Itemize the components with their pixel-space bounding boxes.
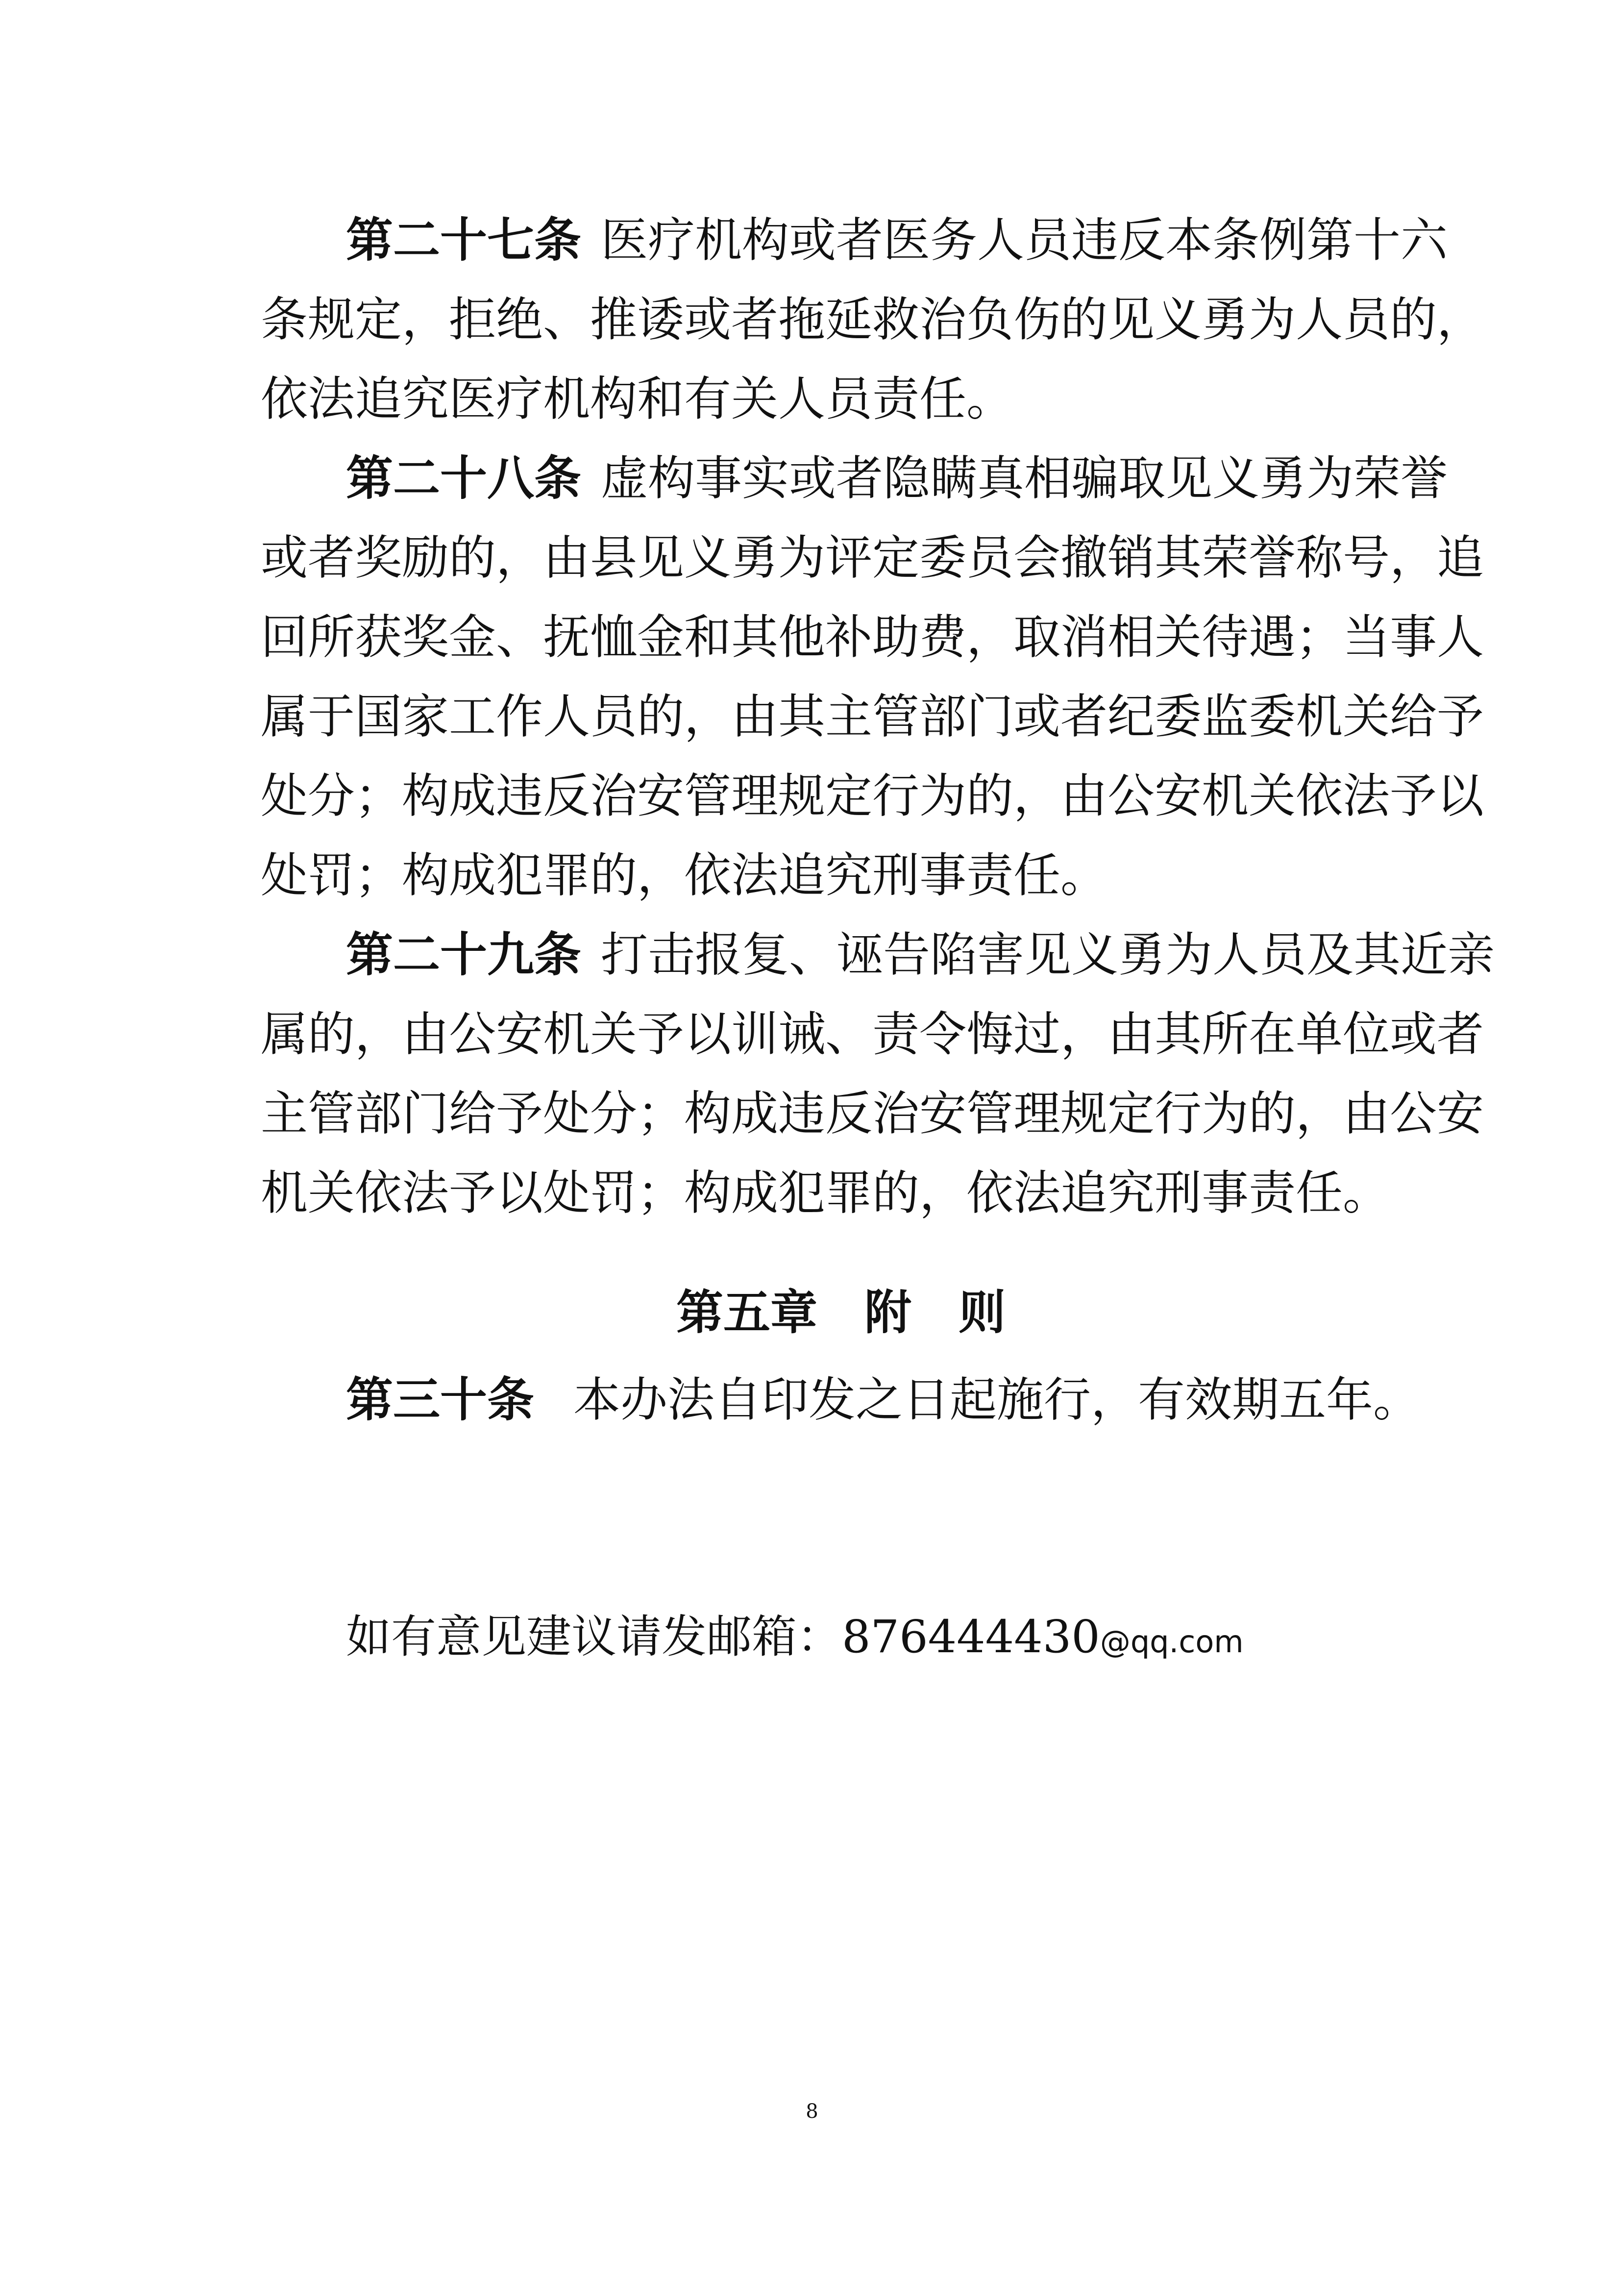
article-28-line-4: 属于国家工作人员的，由其主管部门或者纪委监委机关给予 <box>261 689 1484 744</box>
article-27-line-3: 依法追究医疗机构和有关人员责任。 <box>261 372 1013 426</box>
article-29-text-1: 打击报复、诬告陷害见义勇为人员及其近亲 <box>601 927 1495 982</box>
article-27-line-1 <box>346 211 1448 270</box>
article-29-line-4: 机关依法予以处罚；构成犯罪的，依法追究刑事责任。 <box>261 1166 1390 1220</box>
article-29-title: 第二十九条 <box>346 927 581 982</box>
email-number: 876444430 <box>842 1611 1100 1663</box>
article-29-line-3: 主管部门给予处分；构成违反治安管理规定行为的，由公安 <box>261 1086 1484 1141</box>
chapter-heading: 第五章 附 则 <box>676 1285 1006 1340</box>
article-30-line <box>346 1370 1420 1429</box>
article-28-text-1: 虚构事实或者隐瞒真相骗取见义勇为荣誉 <box>601 451 1448 506</box>
article-28-line-6: 处罚；构成犯罪的，依法追究刑事责任。 <box>261 848 1107 903</box>
contact-label: 如有意见建议请发邮箱： <box>346 1611 842 1663</box>
page-number: 8 <box>806 2100 818 2123</box>
article-28-line-2: 或者奖励的，由县见义勇为评定委员会撤销其荣誉称号，追 <box>261 530 1484 585</box>
article-28-line-5: 处分；构成违反治安管理规定行为的，由公安机关依法予以 <box>261 769 1484 823</box>
article-28-line-1 <box>346 449 1448 508</box>
email-domain: @qq.com <box>1100 1624 1244 1660</box>
article-30-text: 本办法自印发之日起施行，有效期五年。 <box>573 1372 1420 1427</box>
article-27-line-2: 条规定，拒绝、推诿或者拖延救治负伤的见义勇为人员的， <box>261 292 1484 347</box>
article-30-title: 第三十条 <box>346 1372 534 1427</box>
article-27-title: 第二十七条 <box>346 213 581 268</box>
article-28-title: 第二十八条 <box>346 451 581 506</box>
article-29-line-2: 属的，由公安机关予以训诫、责令悔过，由其所在单位或者 <box>261 1007 1484 1062</box>
article-29-line-1 <box>346 925 1495 984</box>
article-27-text-1: 医疗机构或者医务人员违反本条例第十六 <box>601 213 1448 268</box>
article-28-line-3: 回所获奖金、抚恤金和其他补助费，取消相关待遇；当事人 <box>261 610 1484 665</box>
feedback-contact <box>346 1608 1244 1671</box>
